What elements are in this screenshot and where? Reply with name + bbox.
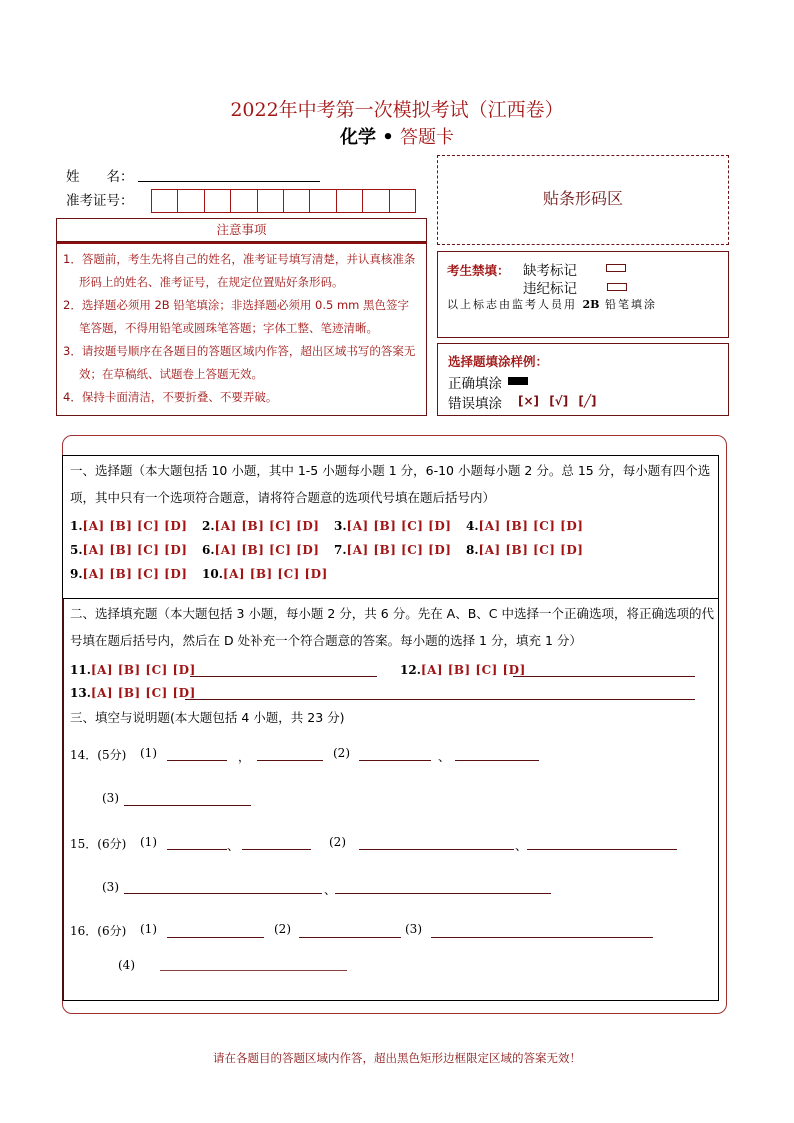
q15-part3-blank-a[interactable] <box>124 893 322 894</box>
violation-mark-label: 违纪标记 <box>523 281 577 297</box>
question-number: 4. <box>466 519 479 533</box>
q14-part1-label: (1) <box>140 746 157 760</box>
answer-options[interactable]: [A] [B] [C] [D] <box>90 686 196 700</box>
exam-id-boxes <box>151 189 416 213</box>
q15-part3-label: (3) <box>102 880 119 894</box>
q14-separator: 、 <box>438 750 451 764</box>
notice-item-text: 请按题号顺序在各题目的答题区域内作答，超出区域书写的答案无效；在草稿纸、试题卷上答题无效。 <box>79 344 416 381</box>
mc-question[interactable] <box>466 519 583 533</box>
barcode-area: 贴条形码区 <box>437 155 729 245</box>
wrong-fill-label: 错误填涂 <box>448 396 502 412</box>
proctor-only-box <box>437 251 729 338</box>
footer-warning: 请在各题目的答题区域内作答，超出黑色矩形边框限定区域的答案无效！ <box>213 1051 581 1065</box>
wrong-marks-icons: [×] [√] [╱] <box>518 394 597 408</box>
q16-part4-blank[interactable] <box>160 970 347 971</box>
q15-part1-label: (1) <box>140 835 157 849</box>
exam-id-digit-cell[interactable] <box>231 190 257 212</box>
q15-part2-label: (2) <box>329 835 346 849</box>
proctor-note <box>447 296 657 312</box>
mc-question[interactable] <box>202 543 319 557</box>
q16-part2-label: (2) <box>274 922 291 936</box>
answer-options[interactable]: [A] [B] [C] [D] <box>478 519 584 533</box>
answer-options[interactable]: [A] [B] [C] [D] <box>82 567 188 581</box>
section2-box <box>62 598 719 1001</box>
section1-title: 一、选择题（本大题包括 10 小题，其中 1-5 小题每小题 1 分，6-10 小题每小题 2 分。总 15 分，每小题有四个选项，其中只有一个选项符合题意，请将符合题意的选项代号填在题后括号内） <box>70 463 711 505</box>
exam-id-digit-cell[interactable] <box>390 190 415 212</box>
notice-item-text: 保持卡面清洁，不要折叠、不要弄破。 <box>81 390 278 404</box>
q16-part1-blank[interactable] <box>167 937 264 938</box>
fill-choice-question[interactable] <box>70 663 196 677</box>
exam-id-digit-cell[interactable] <box>178 190 204 212</box>
q14-label: 14．(5分) <box>70 748 127 762</box>
q16-part4-label: (4) <box>118 958 135 972</box>
q15-separator: 、 <box>324 883 337 897</box>
fill-sample-box <box>437 343 729 416</box>
violation-mark-box[interactable] <box>607 283 627 291</box>
fill-choice-question[interactable] <box>400 663 526 677</box>
mc-question[interactable] <box>334 519 451 533</box>
page-subtitle <box>0 123 794 149</box>
q16-part2-blank[interactable] <box>299 937 401 938</box>
question-number: 2. <box>202 519 215 533</box>
notice-item <box>63 340 420 386</box>
q15-part2-blank-a[interactable] <box>359 849 514 850</box>
notice-item-number: 3． <box>63 344 82 358</box>
fill-sample-title: 选择题填涂样例： <box>448 354 549 369</box>
question-number: 1. <box>70 519 83 533</box>
filled-mark-icon <box>508 377 528 385</box>
notice-list <box>56 242 427 416</box>
exam-id-digit-cell[interactable] <box>337 190 363 212</box>
proctor-note-prefix: 以上标志由监考人员用 <box>447 298 583 311</box>
q15-part2-blank-b[interactable] <box>527 849 677 850</box>
section2-title: 二、选择填充题（本大题包括 3 小题，每小题 2 分，共 6 分。先在 A、B、C 中选择一个正确选项，将正确选项的代号填在题后括号内，然后在 D 处补充一个符合题意的答案。每小题的选择 1 分，填充 1 分） <box>70 606 715 648</box>
q14-part2-blank-a[interactable] <box>359 760 431 761</box>
q16-part3-label: (3) <box>405 922 422 936</box>
answer-options[interactable]: [A] [B] [C] [D] <box>82 519 188 533</box>
q16-label: 16．(6分) <box>70 924 127 938</box>
exam-id-digit-cell[interactable] <box>152 190 178 212</box>
notice-item-text: 选择题必须用 2B 铅笔填涂；非选择题必须用 0.5 mm 黑色签字笔答题，不得用铅笔或圆珠笔答题；字体工整、笔迹清晰。 <box>79 298 410 335</box>
mc-question[interactable] <box>202 567 328 581</box>
question-number: 12. <box>400 663 421 677</box>
mc-question[interactable] <box>70 543 187 557</box>
answer-options[interactable]: [A] [B] [C] [D] <box>478 543 584 557</box>
answer-sheet-label: 答题卡 <box>400 127 455 148</box>
q14-part2-blank-b[interactable] <box>455 760 539 761</box>
answer-options[interactable]: [A] [B] [C] [D] <box>222 567 328 581</box>
q16-part3-blank[interactable] <box>431 937 653 938</box>
q15-part1-blank-a[interactable] <box>167 849 227 850</box>
absent-mark-box[interactable] <box>606 264 626 272</box>
question-number: 3. <box>334 519 347 533</box>
question-number: 7. <box>334 543 347 557</box>
notice-item-number: 2． <box>63 298 82 312</box>
section3-title: 三、填空与说明题(本大题包括 4 小题，共 23 分) <box>70 710 345 725</box>
question-number: 10. <box>202 567 223 581</box>
q15-separator: 、 <box>515 839 528 853</box>
question-number: 13. <box>70 686 91 700</box>
q14-separator: ， <box>238 750 251 764</box>
answer-options[interactable]: [A] [B] [C] [D] <box>90 663 196 677</box>
mc-question[interactable] <box>70 567 187 581</box>
proctor-only-title: 考生禁填： <box>447 263 510 278</box>
name-field[interactable] <box>138 181 320 182</box>
fill-choice-question[interactable] <box>70 686 196 700</box>
q14-part3-blank[interactable] <box>124 805 251 806</box>
mc-question[interactable] <box>466 543 583 557</box>
answer-options[interactable]: [A] [B] [C] [D] <box>214 543 320 557</box>
exam-id-digit-cell[interactable] <box>258 190 284 212</box>
subtitle-dot: • <box>375 127 401 148</box>
exam-id-digit-cell[interactable] <box>205 190 231 212</box>
exam-id-digit-cell[interactable] <box>363 190 389 212</box>
exam-id-digit-cell[interactable] <box>284 190 310 212</box>
mc-question[interactable] <box>202 519 319 533</box>
notice-item <box>63 248 420 294</box>
exam-id-digit-cell[interactable] <box>310 190 336 212</box>
q14-part3-label: (3) <box>102 791 119 805</box>
question-number: 8. <box>466 543 479 557</box>
absent-mark-label: 缺考标记 <box>523 263 577 279</box>
q15-part1-blank-b[interactable] <box>242 849 311 850</box>
mc-question[interactable] <box>334 543 451 557</box>
q11-fill-blank[interactable] <box>190 676 377 677</box>
notice-item-number: 4． <box>63 390 82 404</box>
mc-question[interactable] <box>70 519 187 533</box>
question-number: 6. <box>202 543 215 557</box>
subject-label: 化学 <box>339 127 376 148</box>
proctor-note-suffix: 铅笔填涂 <box>599 298 657 311</box>
answer-options[interactable]: [A] [B] [C] [D] <box>82 543 188 557</box>
q16-part1-label: (1) <box>140 922 157 936</box>
question-number: 5. <box>70 543 83 557</box>
question-number: 9. <box>70 567 83 581</box>
notice-heading: 注意事项 <box>56 218 427 242</box>
name-label: 姓 名： <box>66 169 134 185</box>
q15-part3-blank-b[interactable] <box>335 893 551 894</box>
q13-fill-blank[interactable] <box>185 699 695 700</box>
correct-fill-label: 正确填涂 <box>448 376 502 392</box>
question-number: 11. <box>70 663 91 677</box>
q15-separator: 、 <box>227 839 240 853</box>
notice-item-text: 答题前，考生先将自己的姓名，准考证号填写清楚，并认真核准条形码上的姓名、准考证号，在规定位置贴好条形码。 <box>79 252 416 289</box>
proctor-note-pencil: 2B <box>582 298 600 311</box>
notice-item <box>63 386 420 409</box>
answer-options[interactable]: [A] [B] [C] [D] <box>346 519 452 533</box>
answer-options[interactable]: [A] [B] [C] [D] <box>420 663 526 677</box>
q14-part1-blank-a[interactable] <box>167 760 227 761</box>
exam-id-label: 准考证号： <box>66 193 134 209</box>
notice-item <box>63 294 420 340</box>
answer-options[interactable]: [A] [B] [C] [D] <box>346 543 452 557</box>
q14-part2-label: (2) <box>333 746 350 760</box>
answer-options[interactable]: [A] [B] [C] [D] <box>214 519 320 533</box>
q15-label: 15．(6分) <box>70 837 127 851</box>
q14-part1-blank-b[interactable] <box>257 760 323 761</box>
notice-item-number: 1． <box>63 252 82 266</box>
q12-fill-blank[interactable] <box>513 676 695 677</box>
page-title: 2022年中考第一次模拟考试（江西卷） <box>230 99 564 121</box>
